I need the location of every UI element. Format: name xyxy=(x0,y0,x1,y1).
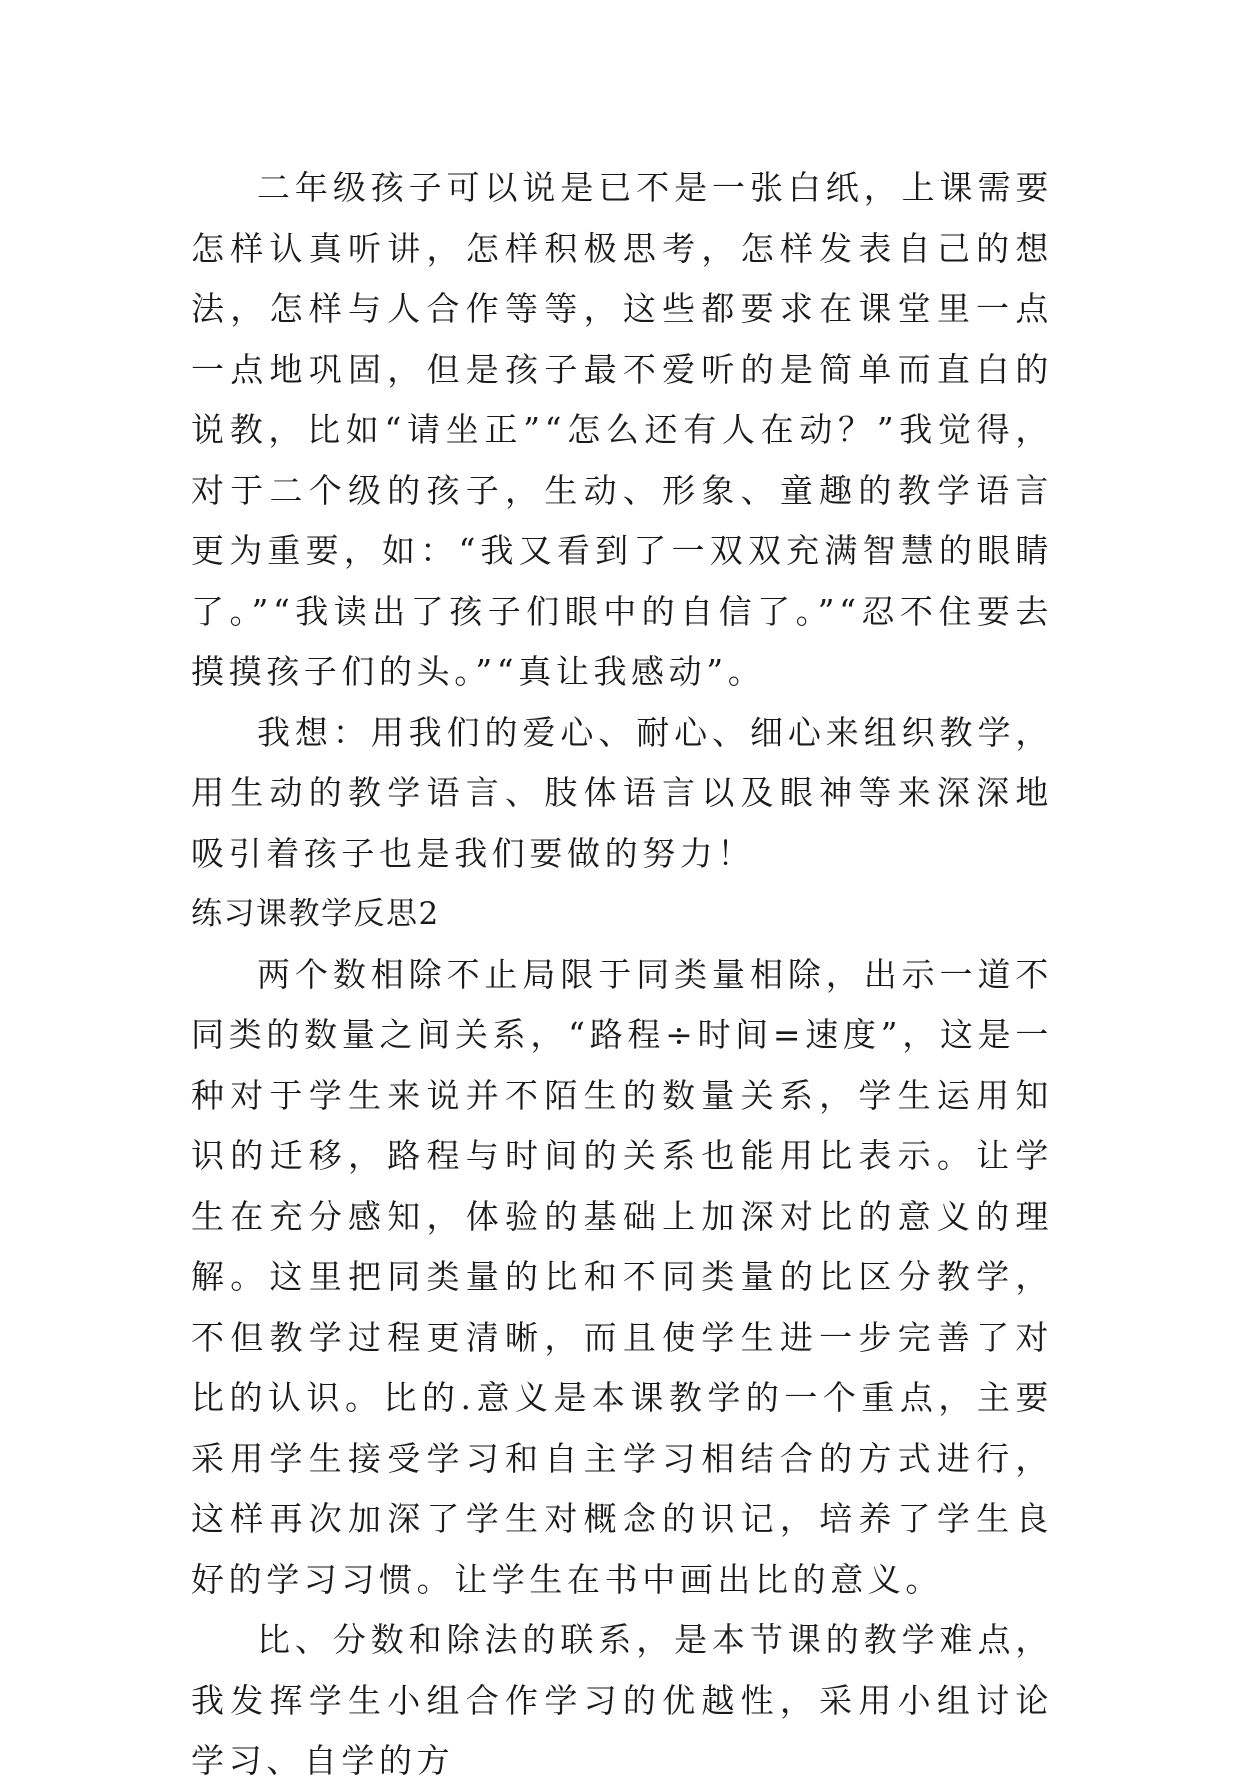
section-paragraph-2: 比、分数和除法的联系，是本节课的教学难点，我发挥学生小组合作学习的优越性，采用小组讨论学习、自学的方 xyxy=(191,1620,1053,1780)
paragraph-2: 我想：用我们的爱心、耐心、细心来组织教学，用生动的教学语言、肢体语言以及眼神等来深深地吸引着孩子也是我们要做的努力！ xyxy=(191,712,1053,873)
document-body xyxy=(191,158,1053,1792)
section-paragraph-1: 两个数相除不止局限于同类量相除，出示一道不同类的数量之间关系，“路程÷时间=速度”，这是一种对于学生来说并不陌生的数量关系，学生运用知识的迁移，路程与时间的关系也能用比表示。让学生在充分感知，体验的基础上加深对比的意义的理解。这里把同类量的比和不同类量的比区分教学，不但教学过程更清晰，而且使学生进一步完善了对比的认识。比的.意义是本课教学的一个重点，主要采用学生接受学习和自主学习相结合的方式进行，这样再次加深了学生对概念的识记，培养了学生良好的学习习惯。让学生在书中画出比的意义。 xyxy=(191,954,1053,1599)
paragraph-1: 二年级孩子可以说是已不是一张白纸，上课需要怎样认真听讲，怎样积极思考，怎样发表自己的想法，怎样与人合作等等，这些都要求在课堂里一点一点地巩固，但是孩子最不爱听的是简单而直白的说教，比如“请坐正”“怎么还有人在动？”我觉得，对于二个级的孩子，生动、形象、童趣的教学语言更为重要，如：“我又看到了一双双充满智慧的眼睛了。”“我读出了孩子们眼中的自信了。”“忍不住要去摸摸孩子们的头。”“真让我感动”。 xyxy=(191,168,1053,691)
section-title: 练习课教学反思2 xyxy=(191,896,440,932)
